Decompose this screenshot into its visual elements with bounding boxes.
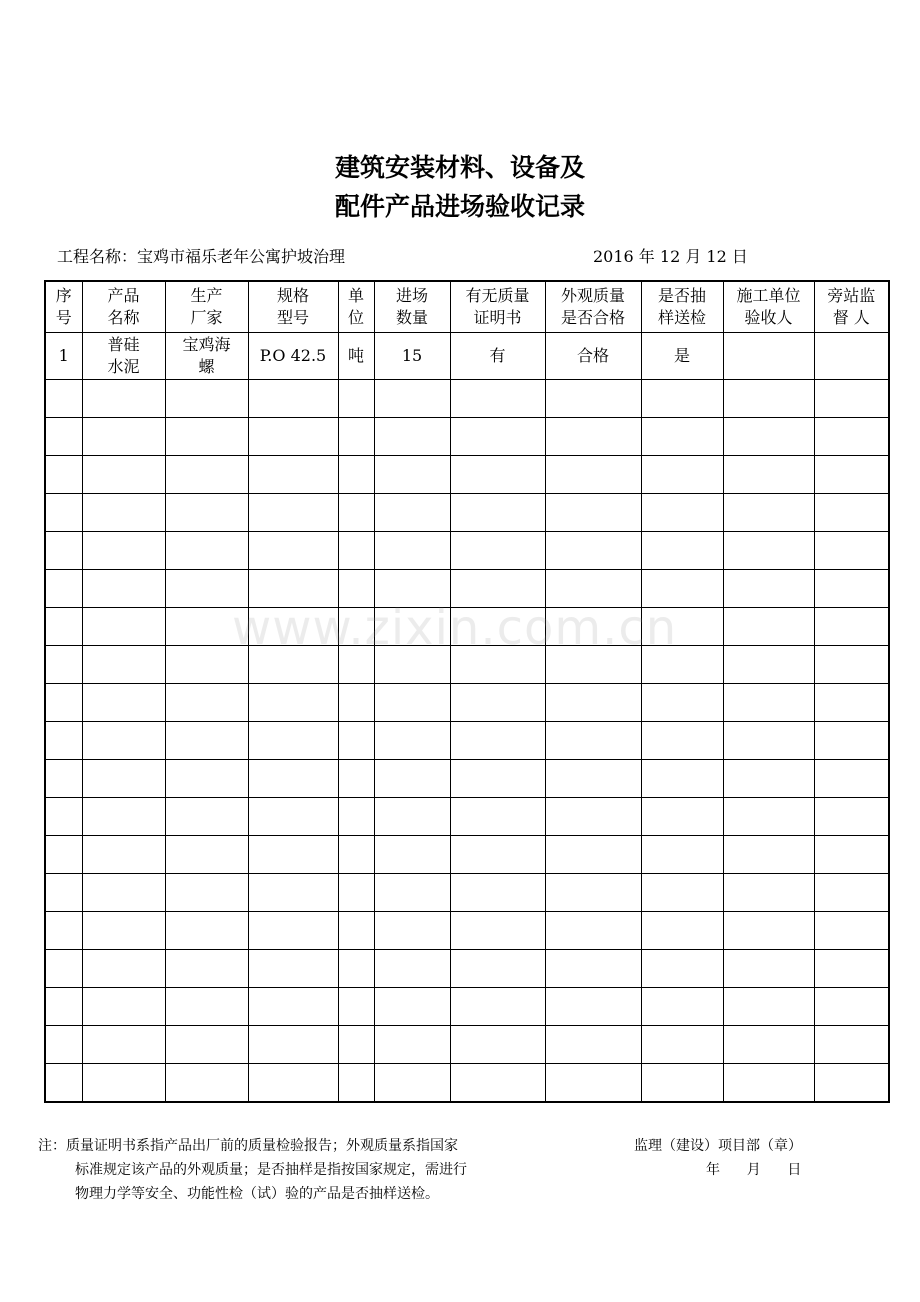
empty-cell xyxy=(338,912,374,950)
empty-cell xyxy=(338,456,374,494)
cell-quantity: 15 xyxy=(374,333,450,380)
empty-cell xyxy=(374,988,450,1026)
table-row xyxy=(45,380,889,418)
empty-cell xyxy=(82,380,165,418)
empty-cell xyxy=(545,874,641,912)
empty-cell xyxy=(338,1064,374,1103)
empty-cell xyxy=(545,1026,641,1064)
table-row xyxy=(45,532,889,570)
empty-cell xyxy=(45,608,82,646)
empty-cell xyxy=(374,494,450,532)
empty-cell xyxy=(374,1064,450,1103)
empty-cell xyxy=(248,494,338,532)
empty-cell xyxy=(248,418,338,456)
empty-cell xyxy=(45,570,82,608)
empty-cell xyxy=(545,494,641,532)
empty-cell xyxy=(723,836,814,874)
empty-cell xyxy=(165,798,248,836)
cell-unit: 吨 xyxy=(338,333,374,380)
empty-cell xyxy=(248,950,338,988)
empty-cell xyxy=(165,874,248,912)
empty-cell xyxy=(723,912,814,950)
empty-cell xyxy=(374,1026,450,1064)
empty-cell xyxy=(338,950,374,988)
empty-cell xyxy=(723,418,814,456)
empty-cell xyxy=(723,988,814,1026)
table-row xyxy=(45,760,889,798)
empty-cell xyxy=(723,646,814,684)
empty-cell xyxy=(641,874,723,912)
empty-cell xyxy=(641,380,723,418)
empty-cell xyxy=(45,760,82,798)
empty-cell xyxy=(374,836,450,874)
empty-cell xyxy=(82,494,165,532)
empty-cell xyxy=(450,912,545,950)
table-row xyxy=(45,988,889,1026)
empty-cell xyxy=(82,912,165,950)
empty-cell xyxy=(641,836,723,874)
empty-cell xyxy=(165,1026,248,1064)
empty-cell xyxy=(338,798,374,836)
empty-cell xyxy=(45,950,82,988)
cell-spec: P.O 42.5 xyxy=(248,333,338,380)
table-row xyxy=(45,722,889,760)
empty-cell xyxy=(338,1026,374,1064)
empty-cell xyxy=(641,988,723,1026)
empty-cell xyxy=(641,1026,723,1064)
empty-cell xyxy=(82,608,165,646)
empty-cell xyxy=(723,874,814,912)
empty-cell xyxy=(248,1064,338,1103)
empty-cell xyxy=(338,418,374,456)
empty-cell xyxy=(450,988,545,1026)
empty-cell xyxy=(248,1026,338,1064)
header-spec: 规格 型号 xyxy=(248,281,338,333)
empty-cell xyxy=(450,456,545,494)
header-certificate: 有无质量 证明书 xyxy=(450,281,545,333)
empty-cell xyxy=(82,988,165,1026)
empty-cell xyxy=(814,950,889,988)
empty-cell xyxy=(450,1026,545,1064)
empty-cell xyxy=(165,1064,248,1103)
cell-inspector xyxy=(723,333,814,380)
empty-cell xyxy=(165,418,248,456)
empty-cell xyxy=(165,950,248,988)
table-row xyxy=(45,1064,889,1103)
empty-cell xyxy=(641,494,723,532)
empty-cell xyxy=(814,912,889,950)
empty-cell xyxy=(723,798,814,836)
empty-cell xyxy=(450,798,545,836)
table-row xyxy=(45,950,889,988)
empty-cell xyxy=(248,684,338,722)
empty-cell xyxy=(545,760,641,798)
empty-cell xyxy=(338,532,374,570)
empty-cell xyxy=(723,494,814,532)
empty-cell xyxy=(545,722,641,760)
empty-cell xyxy=(814,836,889,874)
empty-cell xyxy=(338,722,374,760)
document-title-line2: 配件产品进场验收记录 xyxy=(334,192,585,221)
empty-cell xyxy=(338,874,374,912)
empty-cell xyxy=(338,494,374,532)
empty-cell xyxy=(723,608,814,646)
watermark: www.zixin.com.cn xyxy=(232,600,678,656)
empty-cell xyxy=(165,532,248,570)
empty-cell xyxy=(82,798,165,836)
empty-cell xyxy=(814,608,889,646)
cell-certificate: 有 xyxy=(450,333,545,380)
empty-cell xyxy=(450,494,545,532)
empty-cell xyxy=(45,988,82,1026)
empty-cell xyxy=(814,988,889,1026)
empty-cell xyxy=(374,950,450,988)
empty-cell xyxy=(374,456,450,494)
empty-cell xyxy=(723,380,814,418)
empty-cell xyxy=(641,798,723,836)
cell-sampled: 是 xyxy=(641,333,723,380)
empty-cell xyxy=(374,874,450,912)
empty-cell xyxy=(545,684,641,722)
empty-cell xyxy=(545,418,641,456)
empty-cell xyxy=(45,722,82,760)
empty-cell xyxy=(450,380,545,418)
empty-cell xyxy=(641,456,723,494)
empty-cell xyxy=(338,988,374,1026)
table-row xyxy=(45,418,889,456)
table-row xyxy=(45,836,889,874)
empty-cell xyxy=(545,950,641,988)
table-row xyxy=(45,494,889,532)
empty-cell xyxy=(82,418,165,456)
header-quantity: 进场 数量 xyxy=(374,281,450,333)
empty-cell xyxy=(723,456,814,494)
empty-cell xyxy=(45,836,82,874)
empty-cell xyxy=(641,760,723,798)
empty-cell xyxy=(814,456,889,494)
empty-cell xyxy=(45,532,82,570)
empty-cell xyxy=(82,874,165,912)
empty-cell xyxy=(641,532,723,570)
empty-cell xyxy=(338,760,374,798)
cell-manufacturer: 宝鸡海 螺 xyxy=(165,333,248,380)
empty-cell xyxy=(814,570,889,608)
empty-cell xyxy=(374,912,450,950)
empty-cell xyxy=(814,874,889,912)
empty-cell xyxy=(82,1064,165,1103)
footnote-line: 物理力学等安全、功能性检（试）验的产品是否抽样送检。 xyxy=(75,1186,439,1202)
empty-cell xyxy=(45,380,82,418)
table-header-row xyxy=(45,281,889,333)
table-row xyxy=(45,912,889,950)
empty-cell xyxy=(814,532,889,570)
empty-cell xyxy=(545,988,641,1026)
header-appearance: 外观质量 是否合格 xyxy=(545,281,641,333)
supervision-date: 年 月 日 xyxy=(706,1162,802,1178)
empty-cell xyxy=(814,684,889,722)
empty-cell xyxy=(723,570,814,608)
empty-cell xyxy=(641,418,723,456)
empty-cell xyxy=(45,798,82,836)
empty-cell xyxy=(248,456,338,494)
empty-cell xyxy=(248,798,338,836)
empty-cell xyxy=(82,950,165,988)
empty-cell xyxy=(82,684,165,722)
empty-cell xyxy=(374,722,450,760)
empty-cell xyxy=(545,380,641,418)
cell-seq: 1 xyxy=(45,333,82,380)
empty-cell xyxy=(814,646,889,684)
empty-cell xyxy=(450,684,545,722)
acceptance-table xyxy=(44,280,890,1103)
empty-cell xyxy=(374,760,450,798)
empty-cell xyxy=(165,722,248,760)
empty-cell xyxy=(814,1064,889,1103)
empty-cell xyxy=(45,1026,82,1064)
empty-cell xyxy=(45,1064,82,1103)
empty-cell xyxy=(45,456,82,494)
empty-cell xyxy=(165,456,248,494)
empty-cell xyxy=(248,988,338,1026)
empty-cell xyxy=(45,494,82,532)
footnote-line: 注：质量证明书系指产品出厂前的质量检验报告；外观质量系指国家 xyxy=(38,1138,458,1154)
empty-cell xyxy=(641,912,723,950)
empty-cell xyxy=(165,912,248,950)
empty-cell xyxy=(45,912,82,950)
empty-cell xyxy=(723,950,814,988)
header-sampled: 是否抽 样送检 xyxy=(641,281,723,333)
footnote-line: 标准规定该产品的外观质量；是否抽样是指按国家规定，需进行 xyxy=(75,1162,467,1178)
document-title-line1: 建筑安装材料、设备及 xyxy=(334,153,585,182)
empty-rows xyxy=(45,380,889,1103)
table-row xyxy=(45,1026,889,1064)
empty-cell xyxy=(450,760,545,798)
empty-cell xyxy=(165,988,248,1026)
empty-cell xyxy=(814,494,889,532)
empty-cell xyxy=(82,760,165,798)
empty-cell xyxy=(45,684,82,722)
empty-cell xyxy=(165,684,248,722)
project-name: 工程名称：宝鸡市福乐老年公寓护坡治理 xyxy=(57,247,346,266)
empty-cell xyxy=(814,760,889,798)
header-product-name: 产品 名称 xyxy=(82,281,165,333)
empty-cell xyxy=(374,532,450,570)
empty-cell xyxy=(82,646,165,684)
empty-cell xyxy=(165,836,248,874)
empty-cell xyxy=(450,418,545,456)
empty-cell xyxy=(82,1026,165,1064)
cell-supervisor xyxy=(814,333,889,380)
empty-cell xyxy=(723,722,814,760)
supervision-label: 监理（建设）项目部（章） xyxy=(634,1138,802,1154)
empty-cell xyxy=(45,646,82,684)
header-supervisor: 旁站监 督 人 xyxy=(814,281,889,333)
empty-cell xyxy=(82,722,165,760)
empty-cell xyxy=(641,950,723,988)
empty-cell xyxy=(165,760,248,798)
header-unit: 单 位 xyxy=(338,281,374,333)
empty-cell xyxy=(45,418,82,456)
empty-cell xyxy=(82,456,165,494)
empty-cell xyxy=(165,380,248,418)
footnote xyxy=(38,1134,467,1206)
empty-cell xyxy=(248,722,338,760)
empty-cell xyxy=(248,760,338,798)
empty-cell xyxy=(545,836,641,874)
table-row xyxy=(45,874,889,912)
empty-cell xyxy=(338,684,374,722)
empty-cell xyxy=(450,722,545,760)
empty-cell xyxy=(248,874,338,912)
empty-cell xyxy=(450,874,545,912)
empty-cell xyxy=(248,380,338,418)
table-row xyxy=(45,333,889,380)
empty-cell xyxy=(723,684,814,722)
empty-cell xyxy=(450,950,545,988)
empty-cell xyxy=(374,684,450,722)
header-seq: 序 号 xyxy=(45,281,82,333)
empty-cell xyxy=(450,532,545,570)
empty-cell xyxy=(723,532,814,570)
empty-cell xyxy=(374,798,450,836)
empty-cell xyxy=(723,760,814,798)
empty-cell xyxy=(814,722,889,760)
empty-cell xyxy=(165,494,248,532)
empty-cell xyxy=(545,456,641,494)
table-row xyxy=(45,684,889,722)
empty-cell xyxy=(814,418,889,456)
empty-cell xyxy=(814,1026,889,1064)
table-row xyxy=(45,456,889,494)
empty-cell xyxy=(545,912,641,950)
header-inspector: 施工单位 验收人 xyxy=(723,281,814,333)
empty-cell xyxy=(248,912,338,950)
record-date: 2016 年 12 月 12 日 xyxy=(593,247,748,266)
cell-appearance: 合格 xyxy=(545,333,641,380)
empty-cell xyxy=(450,836,545,874)
empty-cell xyxy=(545,532,641,570)
cell-product-name: 普硅 水泥 xyxy=(82,333,165,380)
empty-cell xyxy=(248,836,338,874)
empty-cell xyxy=(814,380,889,418)
empty-cell xyxy=(450,1064,545,1103)
empty-cell xyxy=(641,722,723,760)
empty-cell xyxy=(374,418,450,456)
empty-cell xyxy=(82,570,165,608)
header-manufacturer: 生产 厂家 xyxy=(165,281,248,333)
empty-cell xyxy=(814,798,889,836)
empty-cell xyxy=(641,684,723,722)
empty-cell xyxy=(723,1064,814,1103)
empty-cell xyxy=(338,836,374,874)
empty-cell xyxy=(45,874,82,912)
empty-cell xyxy=(641,1064,723,1103)
empty-cell xyxy=(545,798,641,836)
empty-cell xyxy=(82,836,165,874)
empty-cell xyxy=(374,380,450,418)
empty-cell xyxy=(82,532,165,570)
empty-cell xyxy=(338,380,374,418)
empty-cell xyxy=(248,532,338,570)
empty-cell xyxy=(723,1026,814,1064)
empty-cell xyxy=(545,1064,641,1103)
table-row xyxy=(45,798,889,836)
